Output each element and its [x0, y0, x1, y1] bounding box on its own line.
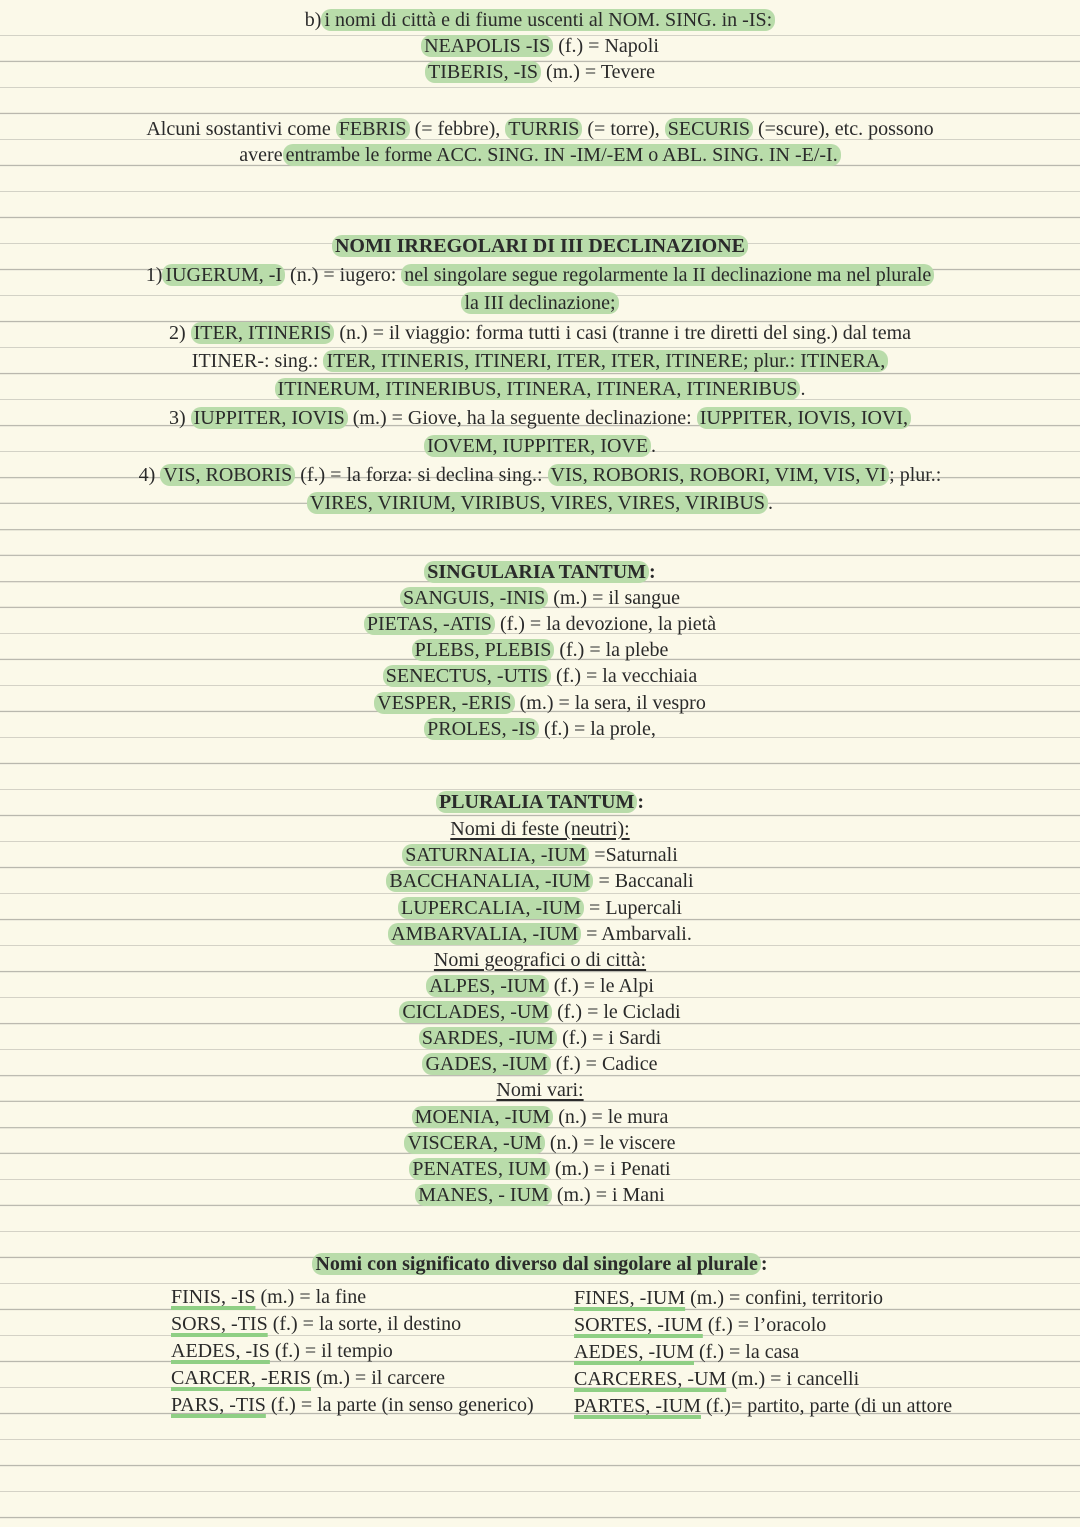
irregolari-line-5: [0, 376, 1080, 402]
text: :: [649, 561, 656, 583]
term: SECURIS: [665, 118, 753, 140]
gloss: (f.) = la devozione, la pietà: [499, 613, 717, 635]
text: (= torre),: [587, 118, 660, 140]
term: CARCER, -ERIS: [171, 1367, 312, 1389]
term: FEBRIS: [336, 118, 410, 140]
text: ; plur.:: [889, 464, 942, 486]
highlighted-text: ITINERUM, ITINERIBUS, ITINERA, ITINERA, ITINERIBUS: [275, 378, 801, 400]
list-item: [171, 1365, 534, 1392]
gloss: (m.) = la fine: [260, 1286, 367, 1308]
gloss: (n.) = le viscere: [549, 1132, 676, 1154]
term: SORS, -TIS: [171, 1313, 268, 1335]
section-b-intro: [0, 7, 1080, 33]
gloss: (n.) = le mura: [558, 1106, 669, 1128]
gloss: (f.) = l’oracolo: [707, 1314, 827, 1336]
singularia-heading: [0, 559, 1080, 585]
irregolari-line-8: [0, 462, 1080, 488]
gloss: (f.) = le Cicladi: [557, 1001, 681, 1023]
term: TIBERIS, -IS: [425, 61, 541, 83]
list-item: [0, 1051, 1080, 1077]
term: CICLADES, -UM: [399, 1001, 552, 1023]
alcuni-line-1: [0, 116, 1080, 142]
highlighted-text: IOVEM, IUPPITER, IOVE: [424, 435, 651, 457]
term: PENATES, IUM: [409, 1158, 549, 1180]
highlighted-text: VIS, ROBORIS, ROBORI, VIM, VIS, VI: [548, 464, 890, 486]
list-item: [574, 1312, 952, 1339]
list-item: [171, 1284, 534, 1311]
text: 1): [145, 264, 163, 286]
term: SATURNALIA, -IUM: [402, 844, 589, 866]
subheading: [0, 816, 1080, 842]
term: ALPES, -IUM: [426, 975, 549, 997]
gloss: (f.) = Cadice: [555, 1053, 658, 1075]
term: SORTES, -IUM: [574, 1314, 703, 1336]
text: ITINER-: sing.:: [191, 350, 319, 372]
alcuni-line-2: [0, 142, 1080, 168]
term: GADES, -IUM: [422, 1053, 550, 1075]
list-item: [0, 690, 1080, 716]
text: (n.) = iugero:: [290, 264, 397, 286]
term: BACCHANALIA, -IUM: [386, 870, 593, 892]
text: (=scure), etc. possono: [757, 118, 934, 140]
text: :: [760, 1253, 768, 1275]
irregolari-heading: [0, 233, 1080, 259]
irregolari-line-2: [0, 290, 1080, 316]
subheading-text: Nomi geografici o di città:: [433, 949, 647, 971]
gloss: = Ambarvali.: [586, 923, 692, 945]
highlighted-text: entrambe le forme ACC. SING. IN -IM/-EM o ABL. SING. IN -E/-I.: [283, 144, 841, 166]
gloss: (m.) = il sangue: [553, 587, 681, 609]
plural-column: [574, 1285, 952, 1420]
term: MANES, - IUM: [415, 1184, 552, 1206]
list-item: [0, 59, 1080, 85]
term: FINES, -IUM: [574, 1287, 686, 1309]
irregolari-line-4: [0, 348, 1080, 374]
term: SANGUIS, -INIS: [400, 587, 548, 609]
list-item: [574, 1366, 952, 1393]
text: :: [637, 791, 645, 813]
text: 4): [138, 464, 156, 486]
irregolari-line-3: [0, 320, 1080, 346]
text: Alcuni sostantivi come: [146, 118, 331, 140]
gloss: (f.)= partito, parte (di un attore: [705, 1395, 953, 1417]
highlighted-text: la III declinazione;: [461, 292, 618, 314]
gloss: (f.) = i Sardi: [562, 1027, 662, 1049]
term: PLEBS, PLEBIS: [412, 639, 555, 661]
list-item: [0, 1156, 1080, 1182]
text: (f.) = la forza: si declina sing.:: [300, 464, 543, 486]
term: PIETAS, -ATIS: [364, 613, 495, 635]
text: 3): [168, 407, 186, 429]
list-item: [0, 1130, 1080, 1156]
gloss: (f.) = la vecchiaia: [556, 665, 698, 687]
gloss: (f.) = la plebe: [559, 639, 669, 661]
subheading: [0, 1077, 1080, 1103]
list-item: [0, 611, 1080, 637]
gloss: (m.) = la sera, il vespro: [519, 692, 706, 714]
list-item: [0, 921, 1080, 947]
list-item: [0, 1104, 1080, 1130]
list-item: [0, 1025, 1080, 1051]
gloss: (m.) = i cancelli: [731, 1368, 860, 1390]
term: PARTES, -IUM: [574, 1395, 701, 1417]
term: IUGERUM, -I: [162, 264, 285, 286]
highlighted-text: VIRES, VIRIUM, VIRIBUS, VIRES, VIRES, VIRIBUS: [307, 492, 768, 514]
term: PROLES, -IS: [424, 718, 539, 740]
text: (n.) = il viaggio: forma tutti i casi (tranne i tre diretti del sing.) dal tema: [339, 322, 912, 344]
heading-text: NOMI IRREGOLARI DI III DECLINAZIONE: [332, 235, 748, 257]
gloss: (m.) = il carcere: [316, 1367, 446, 1389]
gloss: = Lupercali: [589, 897, 682, 919]
term: NEAPOLIS -IS: [421, 35, 553, 57]
text: .: [651, 435, 657, 457]
list-item: [0, 716, 1080, 742]
gloss: =Saturnali: [594, 844, 678, 866]
irregolari-line-1: [0, 262, 1080, 288]
list-item: [0, 1182, 1080, 1208]
section-b-intro-text: i nomi di città e di fiume uscenti al NOM. SING. in -IS:: [321, 9, 775, 31]
list-item: [0, 973, 1080, 999]
term: TURRIS: [505, 118, 582, 140]
gloss: (m.) = i Penati: [554, 1158, 671, 1180]
gloss: = Baccanali: [598, 870, 694, 892]
term: AEDES, -IS: [171, 1340, 270, 1362]
section-b-prefix: b): [304, 9, 322, 31]
list-item: [0, 663, 1080, 689]
list-item: [574, 1339, 952, 1366]
highlighted-text: IUPPITER, IOVIS, IOVI,: [697, 407, 911, 429]
list-item: [0, 33, 1080, 59]
term: FINIS, -IS: [171, 1286, 256, 1308]
term: ITER, ITINERIS: [191, 322, 335, 344]
list-item: [0, 868, 1080, 894]
text: (= febbre),: [414, 118, 501, 140]
list-item: [0, 999, 1080, 1025]
diversi-heading: [0, 1251, 1080, 1277]
term: IUPPITER, IOVIS: [191, 407, 348, 429]
term: PARS, -TIS: [171, 1394, 266, 1416]
highlighted-text: nel singolare segue regolarmente la II declinazione ma nel plurale: [401, 264, 934, 286]
term: SENECTUS, -UTIS: [383, 665, 551, 687]
gloss: (f.) = la prole,: [544, 718, 656, 740]
term: VESPER, -ERIS: [374, 692, 514, 714]
list-item: [574, 1285, 952, 1312]
list-item: [0, 895, 1080, 921]
heading-text: PLURALIA TANTUM: [436, 791, 637, 813]
text: (m.) = Giove, ha la seguente declinazione:: [352, 407, 692, 429]
term: VISCERA, -UM: [404, 1132, 544, 1154]
gloss: (f.) = Napoli: [558, 35, 659, 57]
irregolari-line-7: [0, 433, 1080, 459]
list-item: [171, 1311, 534, 1338]
heading-text: Nomi con significato diverso dal singolare al plurale: [312, 1253, 760, 1275]
text: avere: [239, 144, 283, 166]
term: MOENIA, -IUM: [412, 1106, 554, 1128]
subheading-text: Nomi vari:: [496, 1079, 584, 1101]
gloss: (m.) = i Mani: [556, 1184, 665, 1206]
gloss: (m.) = Tevere: [546, 61, 655, 83]
subheading-text: Nomi di feste (neutri):: [450, 818, 630, 840]
gloss: (f.) = la casa: [699, 1341, 800, 1363]
list-item: [0, 637, 1080, 663]
term: LUPERCALIA, -IUM: [398, 897, 584, 919]
term: VIS, ROBORIS: [160, 464, 295, 486]
irregolari-line-9: [0, 490, 1080, 516]
gloss: (f.) = la sorte, il destino: [272, 1313, 462, 1335]
gloss: (f.) = il tempio: [274, 1340, 393, 1362]
highlighted-text: ITER, ITINERIS, ITINERI, ITER, ITER, ITINERE; plur.: ITINERA,: [323, 350, 888, 372]
singular-column: [171, 1284, 534, 1419]
pluralia-heading: [0, 789, 1080, 815]
list-item: [171, 1338, 534, 1365]
list-item: [171, 1392, 534, 1419]
subheading: [0, 947, 1080, 973]
text: .: [800, 378, 806, 400]
text: .: [767, 492, 773, 514]
list-item: [0, 585, 1080, 611]
text: 2): [168, 322, 186, 344]
term: CARCERES, -UM: [574, 1368, 727, 1390]
term: SARDES, -IUM: [419, 1027, 557, 1049]
list-item: [574, 1393, 952, 1420]
gloss: (f.) = la parte (in senso generico): [270, 1394, 534, 1416]
term: AMBARVALIA, -IUM: [388, 923, 581, 945]
list-item: [0, 842, 1080, 868]
gloss: (f.) = le Alpi: [553, 975, 654, 997]
gloss: (m.) = confini, territorio: [690, 1287, 884, 1309]
irregolari-line-6: [0, 405, 1080, 431]
term: AEDES, -IUM: [574, 1341, 694, 1363]
heading-text: SINGULARIA TANTUM: [424, 561, 649, 583]
